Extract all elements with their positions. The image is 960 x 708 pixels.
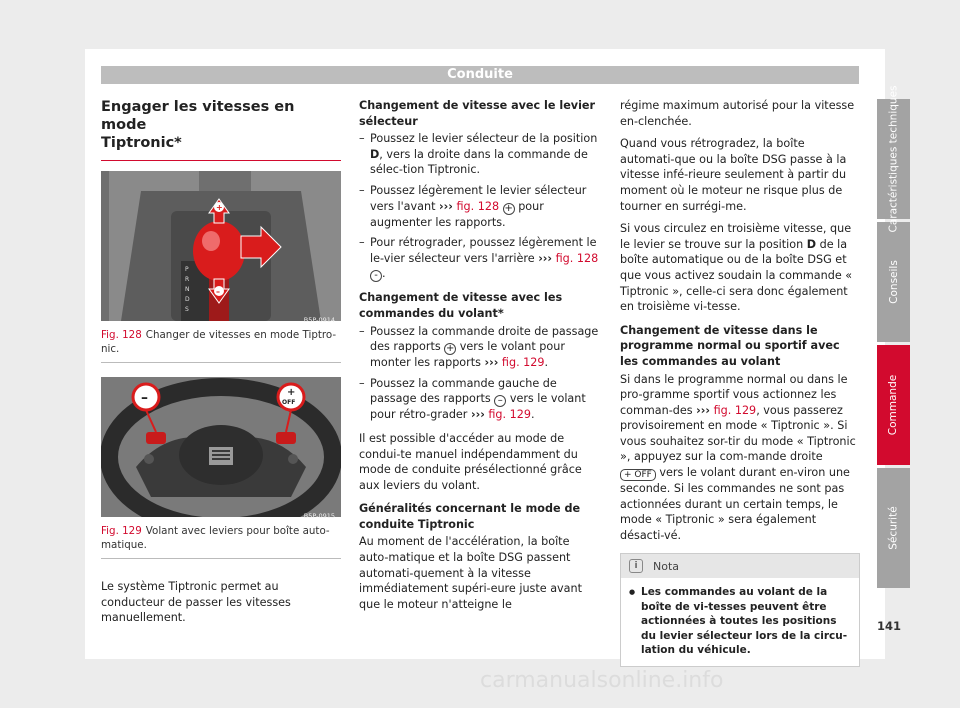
tab-label: Conseils [887, 260, 900, 304]
reference-arrow: ››› [484, 356, 499, 370]
position-label: D [806, 237, 817, 251]
text: vers le volant pour monter les rapports [370, 340, 565, 370]
column-middle [359, 98, 599, 619]
figure-caption-text: Changer de vitesses en mode Tiptro-nic. [101, 329, 337, 355]
paragraph: Il est possible d'accéder au mode de condui-te manuel indépendamment du mode de conduite présélectionné grâce aux leviers du volant. [359, 431, 582, 492]
paragraph [620, 221, 860, 315]
figure-link[interactable]: fig. 128 [555, 251, 599, 265]
text: Si vous circulez en troisième vitesse, que le levier se trouve sur la position [620, 222, 852, 251]
tab-label: Sécurité [887, 506, 900, 550]
tab-label: Commande [887, 374, 900, 436]
plus-off-key-icon: + OFF [620, 469, 656, 481]
note-title: Nota [653, 559, 680, 573]
text: Si dans le programme normal ou dans le pro-gramme sportif vous actionnez les comman-des [620, 372, 848, 417]
subheading-general: Généralités concernant le mode de conduite Tiptronic [359, 502, 581, 531]
figure-128 [101, 171, 341, 363]
text: Poussez légèrement le levier sélecteur vers l'avant [370, 183, 587, 213]
plus-key-icon: + [446, 343, 455, 355]
svg-text:R: R [185, 276, 190, 283]
intro-paragraph: Le système Tiptronic permet au conducteur de passer les vitesses manuellement. [101, 580, 291, 625]
steering-wheel-illustration [101, 377, 341, 517]
chapter-header: Conduite [101, 66, 859, 84]
text: . [531, 408, 535, 422]
reference-arrow: ››› [538, 251, 553, 265]
figure-129 [101, 377, 341, 559]
text: Poussez la commande droite de passage des rapports [370, 324, 599, 354]
column-right [620, 98, 860, 667]
figure-number: Fig. 129 [101, 525, 142, 537]
paragraph: régime maximum autorisé pour la vitesse en-clenchée. [620, 99, 855, 128]
svg-text:–: – [216, 287, 220, 296]
svg-text:D: D [185, 296, 190, 303]
subheading-program: Changement de vitesse dans le programme normal ou sportif avec les commandes au volant [620, 323, 840, 368]
figure-number: Fig. 128 [101, 329, 142, 341]
column-left [101, 98, 341, 633]
text: pour augmenter les rapports. [370, 199, 544, 229]
position-label: D [370, 147, 380, 161]
text: vers le volant pour rétro-grader [370, 392, 586, 422]
text: Poussez la commande gauche de passage des rapports [370, 376, 557, 406]
info-icon: i [629, 559, 643, 573]
reference-arrow: ››› [470, 408, 485, 422]
figure-link[interactable]: fig. 129 [488, 408, 531, 422]
figure-code: B5P-0914 [303, 316, 335, 324]
svg-text:+: + [287, 387, 296, 398]
svg-text:–: – [141, 390, 148, 406]
text: vers le volant durant en-viron une seconde. Si les commandes ne sont pas actionnées durant un certain temps, le mode « Tiptronic » sera également désacti-vé. [620, 466, 850, 542]
minus-key-icon: – [494, 395, 506, 407]
figure-code: B5P-0915 [303, 512, 335, 520]
note-header [621, 554, 859, 578]
list-item [359, 183, 599, 230]
text: . [382, 267, 386, 281]
section-title-line2: Tiptronic* [101, 135, 182, 151]
figure-caption [101, 525, 341, 552]
text: de la boîte automatique ou de la boîte DSG et que vous activez soudain la commande « Tiptronic », celle-ci sera donc également en troisième vi-tesse. [620, 237, 853, 314]
list-item [359, 376, 599, 423]
text: , vers la droite dans la commande de sélec-tion Tiptronic. [370, 147, 588, 177]
page-number: 141 [877, 619, 902, 633]
figure-link[interactable]: fig. 128 [456, 199, 500, 213]
svg-text:N: N [185, 286, 190, 293]
paragraph: Au moment de l'accélération, la boîte auto-matique et la boîte DSG passent automati-quement à la vitesse immédiatement supéri-eure juste avant que le moteur n'atteigne le [359, 535, 583, 611]
note-box [620, 553, 860, 667]
text: , vous passerez provisoirement en mode « Tiptronic ». Si vous souhaitez sor-tir du mode « Tiptronic », appuyez sur la com-mande droite [620, 403, 856, 464]
reference-arrow: ››› [439, 199, 453, 213]
note-text: ● Les commandes au volant de la boîte de vi-tesses peuvent être actionnées à toutes les positions du levier sélecteur lors de la circu-lation du véhicule. [621, 578, 859, 666]
tab-conseils[interactable] [877, 222, 910, 342]
gear-selector-illustration [101, 171, 341, 321]
paragraph: Quand vous rétrogradez, la boîte automati-que ou la boîte DSG passe à la vitesse infé-rieure seulement à partir du moment où le moteur ne risque plus de tourner en surrégi-me. [620, 137, 847, 213]
tab-securite[interactable] [877, 468, 910, 588]
figure-link[interactable]: fig. 129 [501, 356, 545, 370]
subheading-wheel: Changement de vitesse avec les commandes du volant* [359, 291, 563, 320]
section-title-line1: Engager les vitesses en mode [101, 99, 295, 133]
paragraph [620, 372, 860, 544]
tab-caracteristiques[interactable] [877, 85, 910, 233]
svg-text:OFF: OFF [282, 399, 296, 406]
watermark: carmanualsonline.info [480, 668, 724, 693]
text: Pour rétrograder, poussez légèrement le le-vier sélecteur vers l'arrière [370, 236, 597, 265]
tab-commande[interactable] [877, 345, 910, 465]
figure-caption-text: Volant avec leviers pour boîte auto-matique. [101, 525, 330, 551]
tab-label: Caractéristiques techniques [887, 85, 900, 233]
list-item [359, 235, 599, 282]
svg-text:S: S [185, 306, 189, 313]
svg-text:P: P [185, 266, 189, 273]
svg-text:+: + [216, 203, 223, 212]
list-item [359, 324, 599, 371]
text: Poussez le levier sélecteur de la position [370, 132, 598, 146]
subheading-lever: Changement de vitesse avec le levier sélecteur [359, 99, 596, 128]
reference-arrow: ››› [696, 403, 710, 417]
plus-key-icon: + [504, 202, 513, 214]
figure-caption [101, 329, 341, 356]
section-title [101, 98, 341, 161]
chapter-tabs [877, 85, 910, 591]
figure-link[interactable]: fig. 129 [713, 403, 757, 417]
text: . [544, 356, 549, 370]
list-item [359, 131, 599, 178]
minus-key-icon: - [370, 270, 382, 282]
